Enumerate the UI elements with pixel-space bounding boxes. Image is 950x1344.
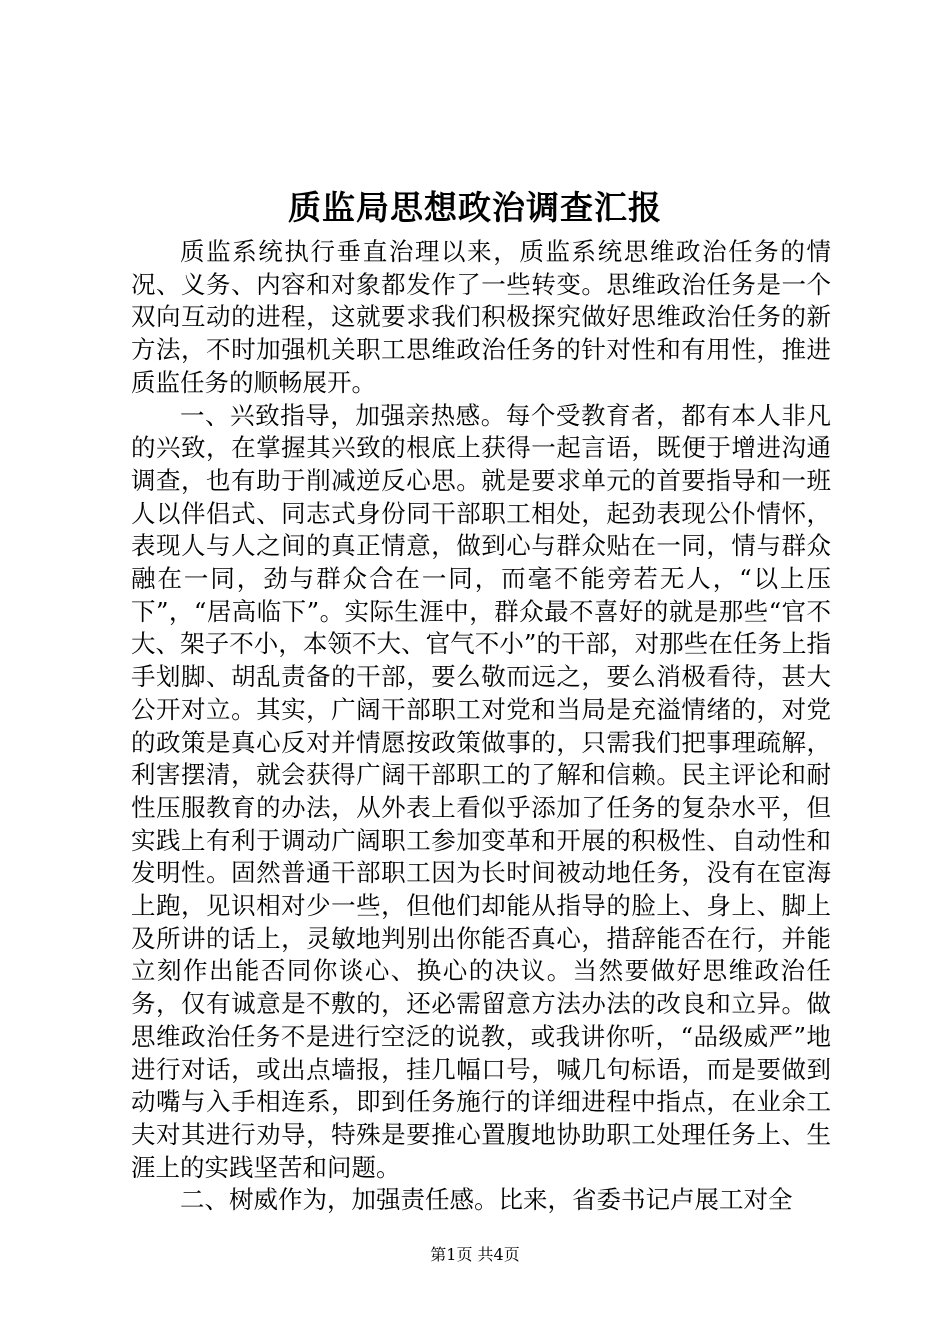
page-number-footer: 第1页 共4页 (430, 1245, 520, 1264)
document-body (131, 236, 831, 1217)
document-title: 质监局思想政治调查汇报 (288, 188, 662, 227)
paragraph-section-1: 一、兴致指导，加强亲热感。每个受教育者，都有本人非凡的兴致，在掌握其兴致的根底上获得一起言语，既便于增进沟通调查，也有助于削减逆反心思。就是要求单元的首要指导和一班人以伴侣式、同志式身份同干部职工相处，起劲表现公仆情怀，表现人与人之间的真正情意，做到心与群众贴在一同，情与群众融在一同，劲与群众合在一同，而毫不能旁若无人，“以上压下”，“居高临下”。实际生涯中，群众最不喜好的就是那些“官不大、架子不小，本领不大、官气不小”的干部，对那些在任务上指手划脚、胡乱责备的干部，要么敬而远之，要么消极看待，甚大公开对立。其实，广阔干部职工对党和当局是充溢情绪的，对党的政策是真心反对并情愿按政策做事的，只需我们把事理疏解，利害摆清，就会获得广阔干部职工的了解和信赖。民主评论和耐性压服教育的办法，从外表上看似乎添加了任务的复杂水平，但实践上有利于调动广阔职工参加变革和开展的积极性、自动性和发明性。固然普通干部职工因为长时间被动地任务，没有在宦海上跑，见识相对少一些，但他们却能从指导的脸上、身上、脚上及所讲的话上，灵敏地判别出你能否真心，措辞能否在行，并能立刻作出能否同你谈心、换心的决议。当然要做好思维政治任务，仅有诚意是不敷的，还必需留意方法办法的改良和立异。做思维政治任务不是进行空泛的说教，或我讲你听，“品级威严”地进行对话，或出点墙报，挂几幅口号，喊几句标语，而是要做到动嘴与入手相连系，即到任务施行的详细进程中指点，在业余工夫对其进行劝导，特殊是要推心置腹地协助职工处理任务上、生涯上的实践坚苦和问题。 (131, 400, 831, 1182)
paragraph-section-2: 二、树威作为，加强责任感。比来，省委书记卢展工对全 (180, 1185, 793, 1215)
paragraph-intro: 质监系统执行垂直治理以来，质监系统思维政治任务的情况、义务、内容和对象都发作了一些转变。思维政治任务是一个双向互动的进程，这就要求我们积极探究做好思维政治任务的新方法，不时加强机关职工思维政治任务的针对性和有用性，推进质监任务的顺畅展开。 (131, 237, 831, 397)
